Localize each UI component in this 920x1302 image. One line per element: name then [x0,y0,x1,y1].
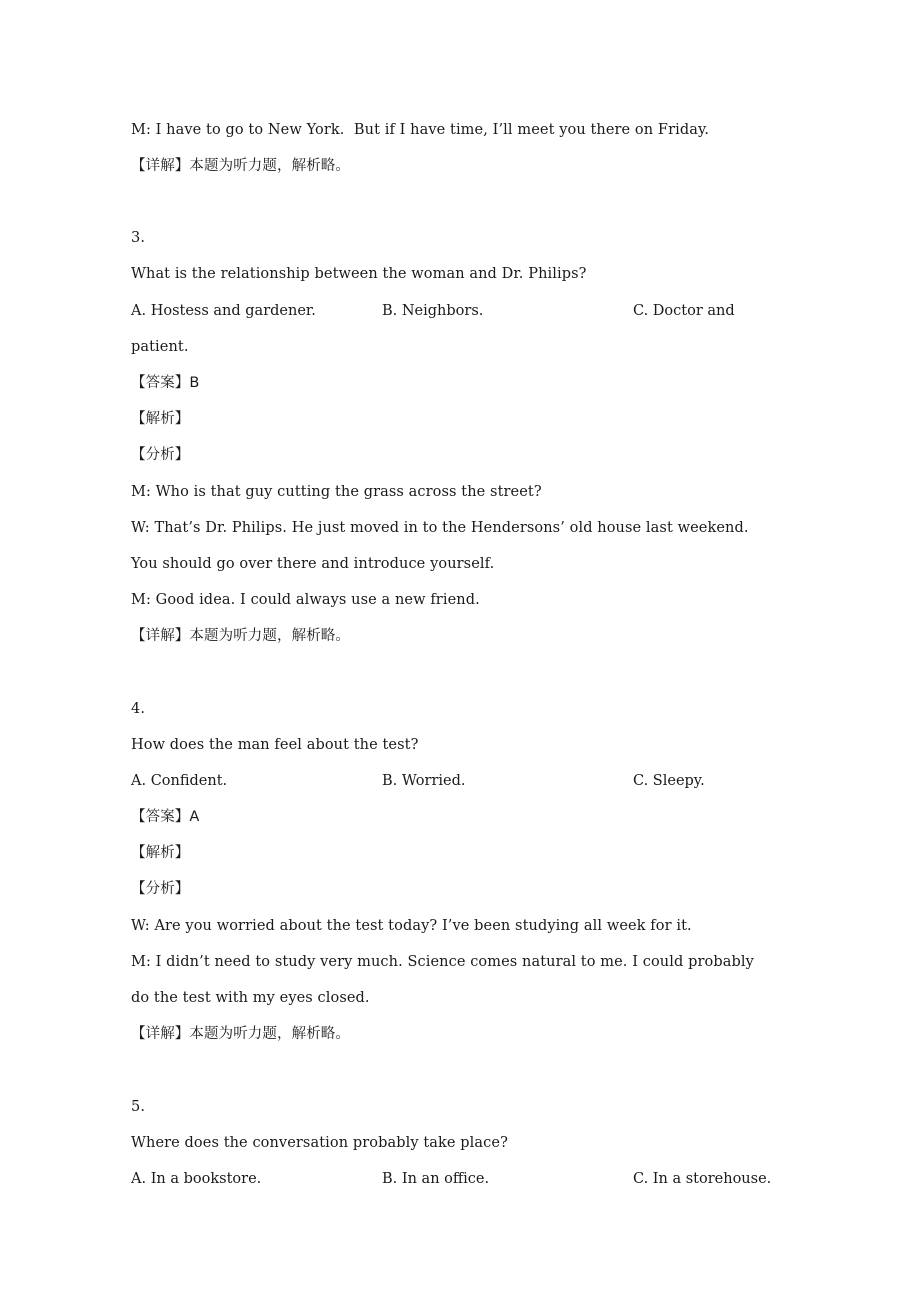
q3-option-a: A. Hostess and gardener. [131,303,316,319]
q5-question: Where does the conversation probably take place? [131,1135,508,1151]
q4-answer: 【答案】A [131,809,200,825]
q3-analysis-heading: 【解析】 [131,411,190,427]
q2-dialogue-m: M: I have to go to New York. But if I have time, I’ll meet you there on Friday. [131,122,710,138]
q5-number: 5. [131,1099,146,1115]
q4-number: 4. [131,701,146,717]
q3-answer: 【答案】B [131,375,200,391]
q3-option-b: B. Neighbors. [382,303,484,319]
q3-transcript-line-2: W: That’s Dr. Philips. He just moved in to the Hendersons’ old house last weekend. [131,520,749,536]
q4-option-c: C. Sleepy. [633,773,705,789]
q4-breakdown-heading: 【分析】 [131,881,190,897]
q4-analysis-heading: 【解析】 [131,845,190,861]
q3-option-c-cont: patient. [131,339,189,355]
q5-option-c: C. In a storehouse. [633,1171,772,1187]
q3-transcript-line-4: M: Good idea. I could always use a new friend. [131,592,480,608]
q2-detail: 【详解】本题为听力题，解析略。 [131,158,350,174]
q5-option-b: B. In an office. [382,1171,490,1187]
q4-transcript-line-2: M: I didn’t need to study very much. Science comes natural to me. I could probably [131,954,754,970]
q3-breakdown-heading: 【分析】 [131,447,190,463]
q4-option-b: B. Worried. [382,773,466,789]
q4-transcript-line-3: do the test with my eyes closed. [131,990,370,1006]
q3-transcript-line-3: You should go over there and introduce yourself. [131,556,495,572]
q4-question: How does the man feel about the test? [131,737,419,753]
q3-option-c: C. Doctor and [633,303,735,319]
q5-option-a: A. In a bookstore. [131,1171,262,1187]
q3-number: 3. [131,230,146,246]
q4-option-a: A. Confident. [131,773,228,789]
q3-question: What is the relationship between the woman and Dr. Philips? [131,266,587,282]
q4-detail: 【详解】本题为听力题，解析略。 [131,1026,350,1042]
q3-detail: 【详解】本题为听力题，解析略。 [131,628,350,644]
q3-transcript-line-1: M: Who is that guy cutting the grass across the street? [131,484,542,500]
q4-transcript-line-1: W: Are you worried about the test today? I’ve been studying all week for it. [131,918,692,934]
